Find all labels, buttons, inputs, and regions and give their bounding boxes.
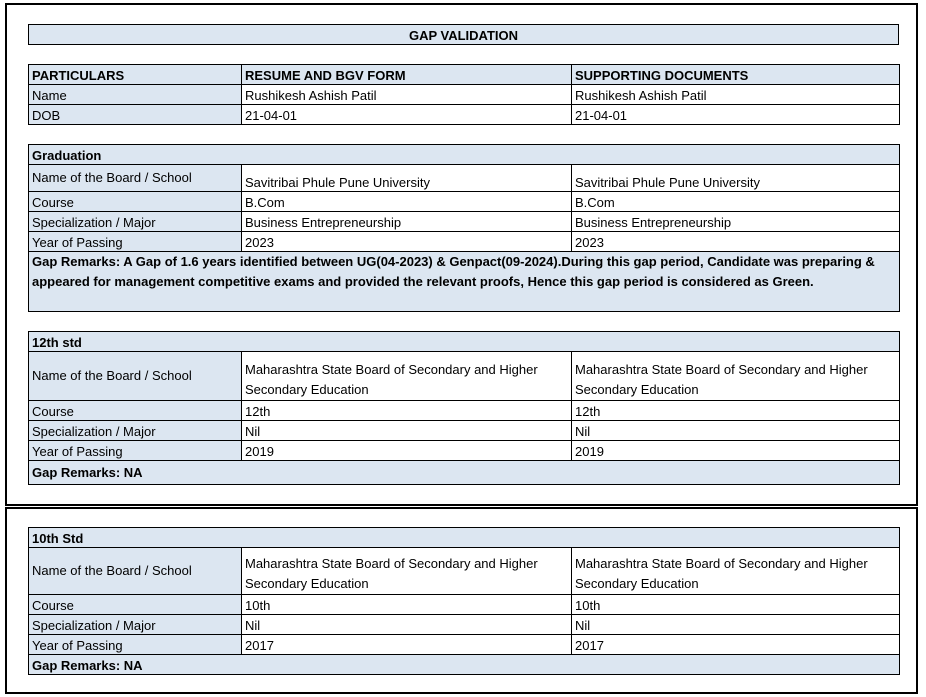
cell: 21-04-01 (242, 105, 572, 125)
cell: Nil (572, 615, 900, 635)
cell: 21-04-01 (572, 105, 900, 125)
cell: 2019 (572, 441, 900, 461)
cell: 12th (572, 401, 900, 421)
row-label: DOB (29, 105, 242, 125)
10th-std-table (28, 527, 900, 675)
cell: Business Entrepreneurship (572, 212, 900, 232)
row-label: Name of the Board / School (29, 548, 242, 595)
table-row (29, 441, 900, 461)
cell: Rushikesh Ashish Patil (572, 85, 900, 105)
graduation-table (28, 144, 900, 312)
row-label: Year of Passing (29, 441, 242, 461)
table-row (29, 401, 900, 421)
cell: 10th (572, 595, 900, 615)
row-label: Name of the Board / School (29, 352, 242, 401)
cell: 2023 (242, 232, 572, 252)
row-label: Year of Passing (29, 232, 242, 252)
title-table (28, 24, 899, 45)
table-header-row (29, 65, 900, 85)
table-row (29, 105, 900, 125)
table-row (29, 212, 900, 232)
sheet-page-2 (5, 507, 918, 694)
page-title: GAP VALIDATION (29, 25, 899, 45)
section-title: Graduation (29, 145, 900, 165)
sheet-page-1 (5, 3, 918, 506)
table-row (29, 232, 900, 252)
cell: 2023 (572, 232, 900, 252)
cell: B.Com (572, 192, 900, 212)
cell: Maharashtra State Board of Secondary and Higher Secondary Education (572, 352, 900, 401)
row-label: Course (29, 401, 242, 421)
column-header: RESUME AND BGV FORM (242, 65, 572, 85)
table-row (29, 421, 900, 441)
gap-remarks: Gap Remarks: NA (29, 655, 900, 675)
row-label: Specialization / Major (29, 421, 242, 441)
gap-remarks: Gap Remarks: NA (29, 461, 900, 485)
cell: Maharashtra State Board of Secondary and Higher Secondary Education (572, 548, 900, 595)
table-row (29, 165, 900, 192)
cell: Savitribai Phule Pune University (242, 165, 572, 192)
column-header: PARTICULARS (29, 65, 242, 85)
row-label: Name of the Board / School (29, 165, 242, 192)
cell: Savitribai Phule Pune University (572, 165, 900, 192)
row-label: Name (29, 85, 242, 105)
cell: Maharashtra State Board of Secondary and Higher Secondary Education (242, 548, 572, 595)
row-label: Specialization / Major (29, 615, 242, 635)
cell: B.Com (242, 192, 572, 212)
cell: Nil (242, 615, 572, 635)
cell: 12th (242, 401, 572, 421)
cell: Nil (242, 421, 572, 441)
gap-remarks: Gap Remarks: A Gap of 1.6 years identified between UG(04-2023) & Genpact(09-2024).During this gap period, Candidate was preparing & appeared for management competitive exams and provided the relevant proofs, Hence this gap period is considered as Green. (29, 252, 900, 312)
table-row (29, 595, 900, 615)
table-row (29, 192, 900, 212)
cell: 2017 (242, 635, 572, 655)
cell: Nil (572, 421, 900, 441)
table-row (29, 615, 900, 635)
row-label: Year of Passing (29, 635, 242, 655)
table-row (29, 635, 900, 655)
12th-std-table (28, 331, 900, 485)
cell: 10th (242, 595, 572, 615)
row-label: Course (29, 595, 242, 615)
cell: Rushikesh Ashish Patil (242, 85, 572, 105)
table-row (29, 85, 900, 105)
cell: 2019 (242, 441, 572, 461)
row-label: Course (29, 192, 242, 212)
table-row (29, 548, 900, 595)
section-title: 10th Std (29, 528, 900, 548)
column-header: SUPPORTING DOCUMENTS (572, 65, 900, 85)
particulars-table (28, 64, 900, 125)
row-label: Specialization / Major (29, 212, 242, 232)
cell: Maharashtra State Board of Secondary and Higher Secondary Education (242, 352, 572, 401)
section-title: 12th std (29, 332, 900, 352)
cell: 2017 (572, 635, 900, 655)
table-row (29, 352, 900, 401)
cell: Business Entrepreneurship (242, 212, 572, 232)
